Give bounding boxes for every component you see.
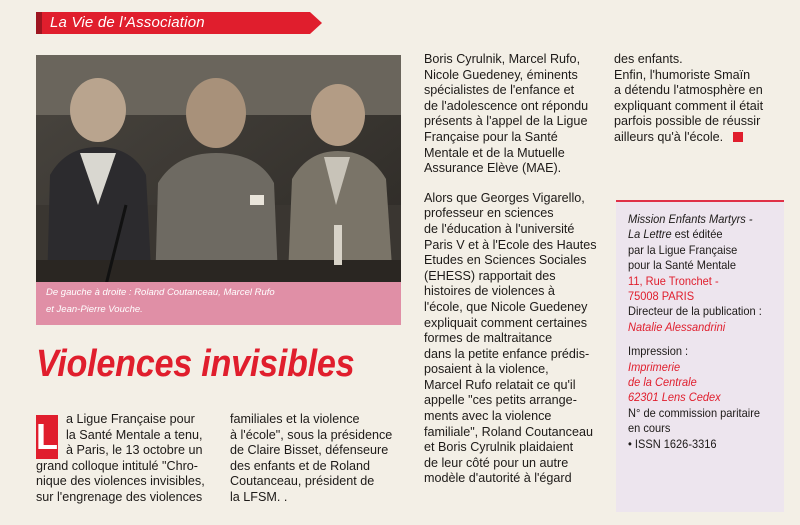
- caption-line: De gauche à droite : Roland Coutanceau, Marcel Rufo: [46, 287, 275, 298]
- section-banner: [36, 12, 322, 34]
- infobox-text: en cours: [628, 421, 671, 436]
- text-line: de l'adolescence ont répondu: [424, 98, 589, 113]
- caption-line: et Jean-Pierre Vouche.: [46, 304, 143, 315]
- text-line: Française pour la Santé: [424, 129, 558, 144]
- text-line: expliquait comment certaines: [424, 315, 588, 330]
- text-line: Assurance Elève (MAE).: [424, 161, 562, 176]
- infobox-text: par la Ligue Française: [628, 242, 738, 257]
- infobox-text: pour la Santé Mentale: [628, 258, 737, 273]
- text-line: sur l'engrenage des violences: [36, 489, 203, 504]
- article-column-1: [36, 412, 214, 506]
- article-column-4: [614, 52, 784, 146]
- text-line: professeur en sciences: [424, 206, 554, 221]
- text-line: a détendu l'atmosphère en: [614, 83, 763, 98]
- text-line: dans la petite enfance prédis-: [424, 346, 590, 361]
- text-line: modèle d'autorité à l'égard: [424, 471, 572, 486]
- infobox-issn: • ISSN 1626-3316: [628, 436, 717, 451]
- infobox-printer: de la Centrale: [628, 375, 697, 390]
- text-line: posaient à la violence,: [424, 362, 549, 377]
- infobox-printer: Imprimerie: [628, 359, 681, 374]
- article-column-3: [424, 52, 600, 487]
- text-line: et Boris Cyrulnik plaidaient: [424, 440, 574, 455]
- text-line: Boris Cyrulnik, Marcel Rufo,: [424, 52, 581, 66]
- infobox-text: est éditée: [671, 227, 723, 242]
- text-line: Mentale et de la Mutuelle: [424, 145, 565, 160]
- text-line: spécialistes de l'enfance et: [424, 83, 575, 98]
- infobox-title: La Lettre: [628, 227, 672, 242]
- text-line: histoires de violences à: [424, 284, 555, 299]
- end-of-article-mark: [733, 132, 743, 142]
- photo-caption: [36, 282, 401, 325]
- article-column-2: [230, 412, 410, 506]
- text-line: parfois possible de réussir: [614, 114, 761, 129]
- infobox-gap: [628, 335, 784, 344]
- text-line: formes de maltraitance: [424, 331, 553, 346]
- text-line: grand colloque intitulé "Chro-: [36, 458, 198, 473]
- text-line: nique des violences invisibles,: [36, 474, 205, 489]
- text-line: la LFSM. .: [230, 489, 288, 504]
- section-label: La Vie de l'Association: [50, 14, 205, 31]
- infobox-text: N° de commission paritaire: [628, 405, 761, 420]
- text-line: Paris V et à l'Ecole des Hautes: [424, 237, 597, 252]
- drop-cap: L: [36, 416, 58, 457]
- text-line: à l'école", sous la présidence: [230, 427, 393, 442]
- text-line: Enfin, l'humoriste Smaïn: [614, 67, 751, 82]
- text-line: à Paris, le 13 octobre un: [66, 443, 203, 458]
- text-line: Alors que Georges Vigarello,: [424, 190, 585, 205]
- text-line: ailleurs qu'à l'école.: [614, 129, 724, 144]
- text-line: ments avec la violence: [424, 409, 552, 424]
- text-line: Nicole Guedeney, éminents: [424, 67, 578, 82]
- text-line: familiales et la violence: [230, 412, 360, 426]
- infobox-printer: 62301 Lens Cedex: [628, 390, 721, 405]
- text-line: appelle "ces petits arrange-: [424, 393, 577, 408]
- text-line: Marcel Rufo relatait ce qu'il: [424, 377, 576, 392]
- article-headline: Violences invisibles: [36, 343, 355, 385]
- infobox-text: Impression :: [628, 344, 689, 359]
- infobox-title: Mission Enfants Martyrs -: [628, 212, 753, 226]
- text-line: des enfants et de Roland: [230, 458, 371, 473]
- text-line: a Ligue Française pour: [66, 412, 195, 426]
- text-line: expliquant comment il était: [614, 98, 764, 113]
- text-line: familiale", Roland Coutanceau: [424, 424, 593, 439]
- text-line: de leur côté pour un autre: [424, 455, 569, 470]
- publication-infobox: [616, 200, 784, 512]
- infobox-director: Natalie Alessandrini: [628, 319, 726, 334]
- infobox-address: 11, Rue Tronchet -: [628, 273, 719, 288]
- text-line: Coutanceau, président de: [230, 474, 375, 489]
- infobox-address: 75008 PARIS: [628, 289, 695, 304]
- text-line: l'école, que Nicole Guedeney: [424, 299, 588, 314]
- infobox-text: Directeur de la publication :: [628, 304, 762, 319]
- text-line: présents à l'appel de la Ligue: [424, 114, 588, 129]
- text-line: des enfants.: [614, 52, 683, 66]
- text-line: de Claire Bisset, défenseure: [230, 443, 389, 458]
- text-line: la Santé Mentale a tenu,: [66, 427, 203, 442]
- paragraph-gap: [424, 177, 600, 191]
- text-line: de l'éducation à l'université: [424, 221, 575, 236]
- text-line: (EHESS) rapportait des: [424, 268, 556, 283]
- text-line: Etudes en Sciences Sociales: [424, 253, 587, 268]
